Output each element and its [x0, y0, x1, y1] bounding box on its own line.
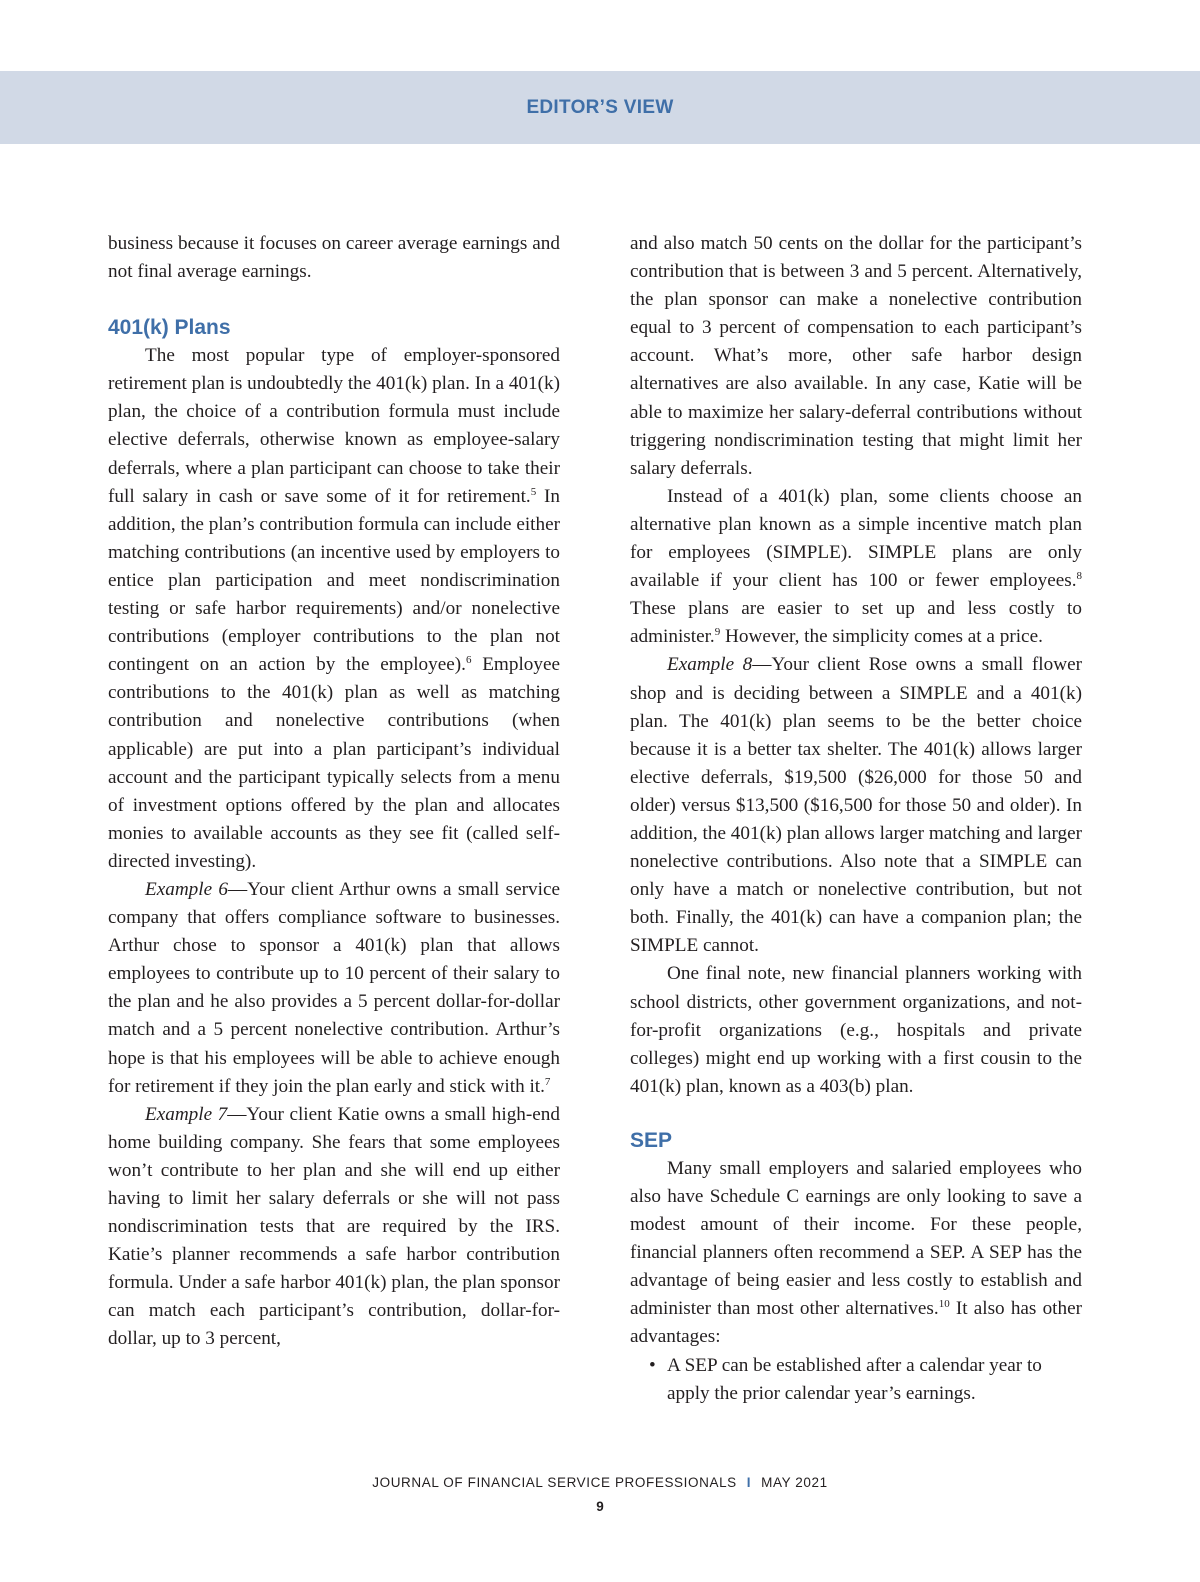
footnote-ref: 9 [714, 626, 721, 639]
footnote-ref: 5 [530, 485, 537, 498]
list-item: • A SEP can be established after a calendar year to apply the prior calendar year’s earnings. [630, 1352, 1082, 1408]
paragraph: business because it focuses on career average earnings and not final average earnings. [108, 233, 560, 283]
issue-date: MAY 2021 [761, 1475, 828, 1490]
section-heading-sep: SEP [630, 1128, 673, 1152]
paragraph: The most popular type of employer-sponsored retirement plan is undoubtedly the 401(k) plan. In a 401(k) plan, the choice of a contribution formula must include elective deferrals, otherwise known as employee-salary deferrals, where a plan participant can choose to take their full salary in cash or save some of it for retirement.$^5$ In addition, the plan’s contribution formula can include either matching contributions (an incentive used by employers to entice plan participation and meet nondiscrimination testing or safe harbor requirements) and/or nonelective contributions (employer contributions to the plan not contingent on an action by the employee).$^6$ Employee contributions to the 401(k) plan as well as matching contribution and nonelective contributions (when applicable) are put into a plan participant’s individual account and the participant typically selects from a menu of investment options offered by the plan and allocates monies to available accounts as they see fit (called self-directed investing). [108, 345, 561, 872]
paragraph: and also match 50 cents on the dollar for the participant’s contribution that is between 3 and 5 percent. Alternatively, the plan sponsor can make a nonelective contribution equal to 3 percent of compensation to each participant’s account. What’s more, other safe harbor design alternatives are also available. In any case, Katie will be able to maximize her salary-deferral contributions without triggering nondiscrimination testing that might limit her salary deferrals. [630, 233, 1082, 479]
paragraph-example-8: Example 8—Your client Rose owns a small flower shop and is deciding between a SIMPLE and a 401(k) plan. The 401(k) plan seems to be the better choice because it is a better tax shelter. The 401(k) allows larger elective deferrals, $19,500 ($26,000 for those 50 and older) versus $13,500 ($16,500 for those 50 and older). In addition, the 401(k) plan allows larger matching and larger nonelective contributions. Also note that a SIMPLE can only have a match or nonelective contribution, but not both. Finally, the 401(k) can have a companion plan; the SIMPLE cannot. [630, 654, 1082, 957]
footer-journal-line [0, 1475, 1200, 1490]
paragraph: One final note, new financial planners working with school districts, other government organizations, and not-for-profit organizations (e.g., hospitals and private colleges) might end up working with a first cousin to the 401(k) plan, known as a 403(b) plan. [630, 963, 1082, 1097]
section-heading-401k: 401(k) Plans [108, 316, 231, 340]
section-banner [0, 71, 1200, 144]
bullet-icon: • [649, 1354, 656, 1376]
example-label: Example 7 [145, 1103, 228, 1125]
footnote-ref: 6 [465, 654, 472, 667]
paragraph: Instead of a 401(k) plan, some clients choose an alternative plan known as a simple incentive match plan for employees (SIMPLE). SIMPLE plans are only available if your client has 100 or fewer employees.$^8$ These plans are easier to set up and less costly to administer.$^9$ However, the simplicity comes at a price. [630, 485, 1082, 648]
footer-divider: I [746, 1475, 752, 1490]
journal-name: JOURNAL OF FINANCIAL SERVICE PROFESSIONALS [372, 1475, 737, 1490]
paragraph-example-6: Example 6—Your client Arthur owns a small service company that offers compliance software to businesses. Arthur chose to sponsor a 401(k) plan that allows employees to contribute up to 10 percent of their salary to the plan and he also provides a 5 percent dollar-for-dollar match and a 5 percent nonelective contribution. Arthur’s hope is that his employees will be able to achieve enough for retirement if they join the plan early and stick with it.$^7$ [108, 878, 560, 1097]
footnote-ref: 10 [938, 1298, 950, 1311]
paragraph-example-7: Example 7—Your client Katie owns a small high-end home building company. She fears that some employees won’t contribute to her plan and she will end up either having to limit her salary deferrals or she will not pass nondiscrimination tests that are required by the IRS. Katie’s planner recommends a safe harbor contribution formula. Under a safe harbor 401(k) plan, the plan sponsor can match each participant’s contribution, dollar-for-dollar, up to 3 percent, [108, 1103, 560, 1350]
bullet-list [630, 1352, 1082, 1408]
footnote-ref: 8 [1076, 570, 1082, 583]
example-label: Example 8 [667, 654, 753, 676]
paragraph: Many small employers and salaried employees who also have Schedule C earnings are only looking to save a modest amount of their income. For these people, financial planners often recommend a SEP. A SEP has the advantage of being easier and less costly to establish and administer than most other alternatives.$^{10}$ It also has other advantages: [630, 1157, 1082, 1348]
page-number: 9 [596, 1499, 604, 1514]
footnote-ref: 7 [544, 1075, 551, 1088]
banner-title: EDITOR’S VIEW [526, 96, 674, 118]
right-column [630, 230, 1082, 1408]
example-label: Example 6 [145, 878, 228, 900]
left-column [108, 230, 560, 1354]
